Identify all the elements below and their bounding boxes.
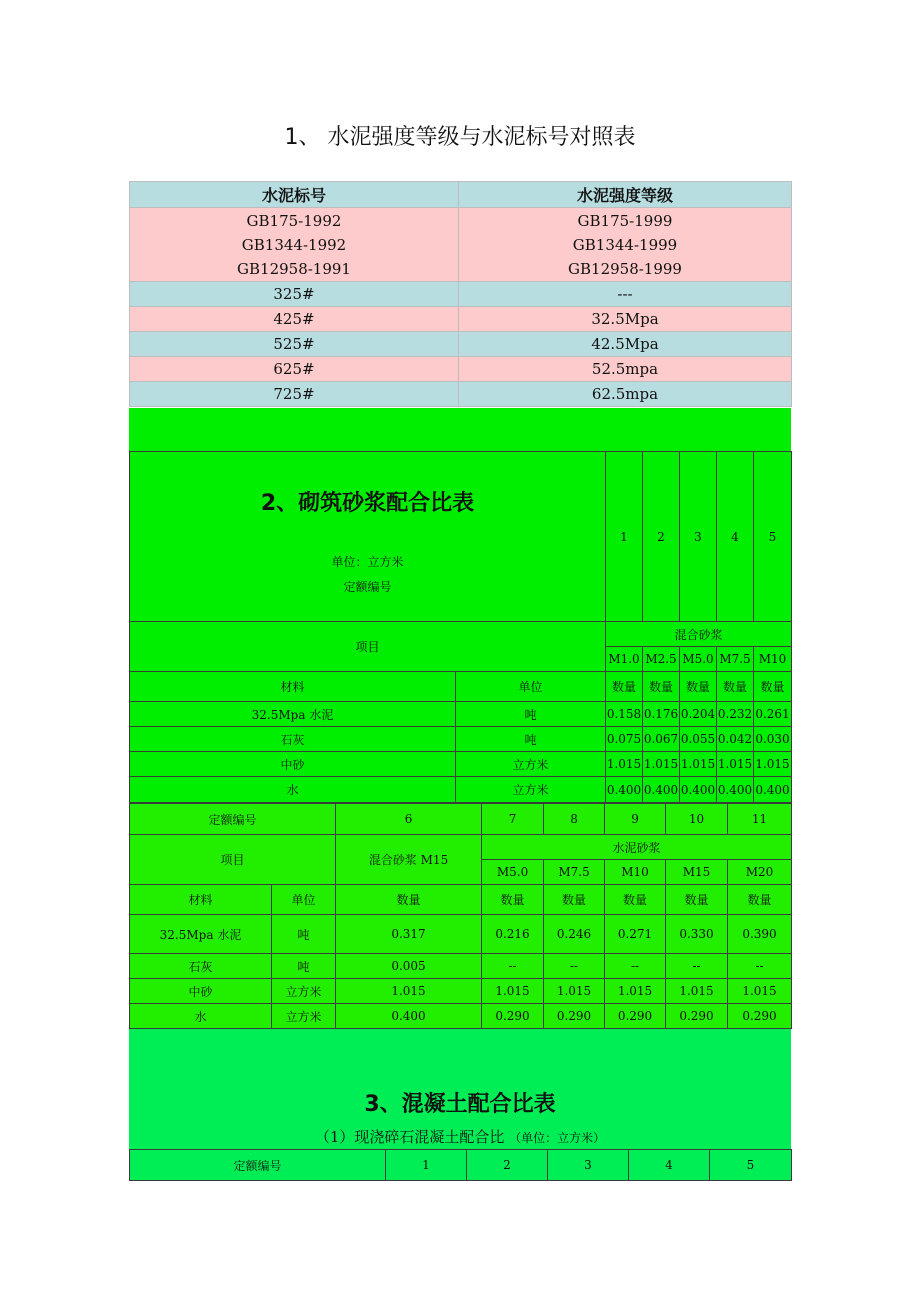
qty-value: --	[728, 954, 792, 979]
qty-value: 1.015	[605, 979, 666, 1004]
qty-value: 0.290	[728, 1004, 792, 1029]
cement-grade-table	[129, 181, 792, 407]
table-row	[130, 954, 792, 979]
std-right-line: GB12958-1999	[568, 259, 682, 278]
qty-value: 0.067	[643, 727, 680, 752]
section2-unit: 单位：立方米	[331, 555, 404, 569]
material-name: 中砂	[130, 752, 456, 777]
material-label: 材料	[130, 672, 456, 702]
material-unit: 吨	[272, 954, 336, 979]
quota-number: 4	[717, 452, 754, 622]
qty-value: --	[482, 954, 544, 979]
green-spacer	[129, 408, 791, 451]
qty-value: 0.246	[544, 915, 605, 954]
quota-number: 3	[548, 1150, 629, 1181]
grade-cell: M7.5	[717, 647, 754, 672]
quota-number: 1	[606, 452, 643, 622]
material-unit: 立方米	[272, 1004, 336, 1029]
grade-cell: M5.0	[680, 647, 717, 672]
quota-number: 5	[710, 1150, 792, 1181]
qty-value: 0.158	[606, 702, 643, 727]
material-name: 32.5Mpa 水泥	[130, 702, 456, 727]
table-row	[130, 752, 792, 777]
table-row	[130, 979, 792, 1004]
item-label: 项目	[130, 622, 606, 672]
qty-value: 0.400	[643, 777, 680, 803]
material-unit: 立方米	[456, 752, 606, 777]
cell-mark: 525#	[130, 332, 459, 357]
qty-value: 0.005	[336, 954, 482, 979]
qty-value: 0.390	[728, 915, 792, 954]
cell-grade: 32.5Mpa	[459, 307, 792, 332]
qty-value: 0.317	[336, 915, 482, 954]
qty-value: 0.030	[754, 727, 792, 752]
table-row	[130, 332, 792, 357]
table-row	[130, 915, 792, 954]
grade-cell: M10	[605, 860, 666, 885]
cell-grade: 62.5mpa	[459, 382, 792, 407]
quota-number: 11	[728, 804, 792, 835]
std-left-line: GB1344-1992	[241, 235, 347, 254]
grade-cell: M2.5	[643, 647, 680, 672]
quota-number: 6	[336, 804, 482, 835]
table-row	[130, 307, 792, 332]
mortar-mix-table-1	[129, 451, 792, 803]
quota-number: 7	[482, 804, 544, 835]
qty-value: 0.290	[666, 1004, 728, 1029]
qty-label: 数量	[605, 885, 666, 915]
item-label: 项目	[130, 835, 336, 885]
table-row	[130, 382, 792, 407]
cell-mark: 725#	[130, 382, 459, 407]
header-cement-mark: 水泥标号	[130, 182, 459, 208]
qty-value: 0.216	[482, 915, 544, 954]
qty-value: 0.400	[606, 777, 643, 803]
quota-number: 2	[467, 1150, 548, 1181]
qty-value: 1.015	[643, 752, 680, 777]
qty-value: 1.015	[606, 752, 643, 777]
qty-value: 0.261	[754, 702, 792, 727]
qty-label: 数量	[643, 672, 680, 702]
qty-value: 0.400	[680, 777, 717, 803]
concrete-mix-table	[129, 1149, 792, 1181]
mixed-mortar-m15: 混合砂浆 M15	[336, 835, 482, 885]
qty-value: 0.400	[754, 777, 792, 803]
qty-value: 0.232	[717, 702, 754, 727]
unit-label: 单位	[272, 885, 336, 915]
section2-title: 2、砌筑砂浆配合比表	[260, 491, 475, 516]
grade-cell: M1.0	[606, 647, 643, 672]
unit-label: 单位	[456, 672, 606, 702]
quota-number: 3	[680, 452, 717, 622]
material-name: 水	[130, 777, 456, 803]
grade-cell: M7.5	[544, 860, 605, 885]
material-name: 中砂	[130, 979, 272, 1004]
qty-label: 数量	[336, 885, 482, 915]
cell-mark: 625#	[130, 357, 459, 382]
qty-value: 0.290	[605, 1004, 666, 1029]
material-unit: 吨	[456, 727, 606, 752]
section3-title: 3、混凝土配合比表	[364, 1092, 556, 1117]
qty-label: 数量	[606, 672, 643, 702]
qty-value: 0.400	[336, 1004, 482, 1029]
qty-label: 数量	[717, 672, 754, 702]
mortar-mix-table-2	[129, 803, 792, 1029]
qty-label: 数量	[482, 885, 544, 915]
qty-value: 1.015	[544, 979, 605, 1004]
std-right-cell	[459, 208, 792, 282]
table-row	[130, 702, 792, 727]
quota-label: 定额编号	[343, 580, 392, 594]
material-unit: 吨	[456, 702, 606, 727]
section3-subtitle-line	[129, 1126, 791, 1147]
qty-value: 0.055	[680, 727, 717, 752]
cell-grade: 42.5Mpa	[459, 332, 792, 357]
cell-mark: 325#	[130, 282, 459, 307]
qty-label: 数量	[544, 885, 605, 915]
quota-number: 9	[605, 804, 666, 835]
qty-value: 0.290	[482, 1004, 544, 1029]
std-left-cell	[130, 208, 459, 282]
qty-value: 1.015	[680, 752, 717, 777]
quota-number: 2	[643, 452, 680, 622]
table-row	[130, 1004, 792, 1029]
qty-value: 0.075	[606, 727, 643, 752]
std-left-line: GB12958-1991	[237, 259, 351, 278]
material-unit: 立方米	[456, 777, 606, 803]
material-label: 材料	[130, 885, 272, 915]
grade-cell: M10	[754, 647, 792, 672]
qty-value: 1.015	[717, 752, 754, 777]
qty-value: 0.204	[680, 702, 717, 727]
quota-number: 10	[666, 804, 728, 835]
qty-value: 0.330	[666, 915, 728, 954]
quota-number: 4	[629, 1150, 710, 1181]
quota-number: 8	[544, 804, 605, 835]
cell-grade: 52.5mpa	[459, 357, 792, 382]
material-name: 石灰	[130, 727, 456, 752]
std-right-line: GB175-1999	[577, 211, 673, 230]
quota-label: 定额编号	[130, 804, 336, 835]
material-name: 32.5Mpa 水泥	[130, 915, 272, 954]
std-right-line: GB1344-1999	[572, 235, 678, 254]
cell-mark: 425#	[130, 307, 459, 332]
header-strength-grade: 水泥强度等级	[459, 182, 792, 208]
qty-label: 数量	[680, 672, 717, 702]
table-row	[130, 282, 792, 307]
section2-heading-cell	[130, 452, 606, 622]
quota-label: 定额编号	[130, 1150, 386, 1181]
qty-value: 1.015	[336, 979, 482, 1004]
qty-value: 1.015	[728, 979, 792, 1004]
qty-value: 0.400	[717, 777, 754, 803]
grade-cell: M20	[728, 860, 792, 885]
qty-value: 0.042	[717, 727, 754, 752]
qty-value: 0.176	[643, 702, 680, 727]
qty-value: 1.015	[482, 979, 544, 1004]
section3-subtitle: （1）现浇碎石混凝土配合比	[314, 1128, 505, 1146]
table-row	[130, 777, 792, 803]
grade-cell: M15	[666, 860, 728, 885]
qty-value: 0.290	[544, 1004, 605, 1029]
qty-value: 0.271	[605, 915, 666, 954]
qty-label: 数量	[728, 885, 792, 915]
qty-value: --	[666, 954, 728, 979]
table-row	[130, 727, 792, 752]
cell-grade: ---	[459, 282, 792, 307]
std-left-line: GB175-1992	[246, 211, 342, 230]
qty-value: --	[544, 954, 605, 979]
material-unit: 吨	[272, 915, 336, 954]
qty-value: 1.015	[666, 979, 728, 1004]
qty-label: 数量	[754, 672, 792, 702]
material-unit: 立方米	[272, 979, 336, 1004]
section3-unit: （单位：立方米）	[509, 1131, 606, 1145]
cement-mortar-label: 水泥砂浆	[482, 835, 792, 860]
grade-cell: M5.0	[482, 860, 544, 885]
material-name: 石灰	[130, 954, 272, 979]
quota-number: 1	[386, 1150, 467, 1181]
table-row	[130, 357, 792, 382]
material-name: 水	[130, 1004, 272, 1029]
section3-heading	[129, 1029, 791, 1149]
quota-number: 5	[754, 452, 792, 622]
section1-title: 1、 水泥强度等级与水泥标号对照表	[284, 125, 636, 150]
qty-label: 数量	[666, 885, 728, 915]
qty-value: 1.015	[754, 752, 792, 777]
mixed-mortar-label: 混合砂浆	[606, 622, 792, 647]
qty-value: --	[605, 954, 666, 979]
